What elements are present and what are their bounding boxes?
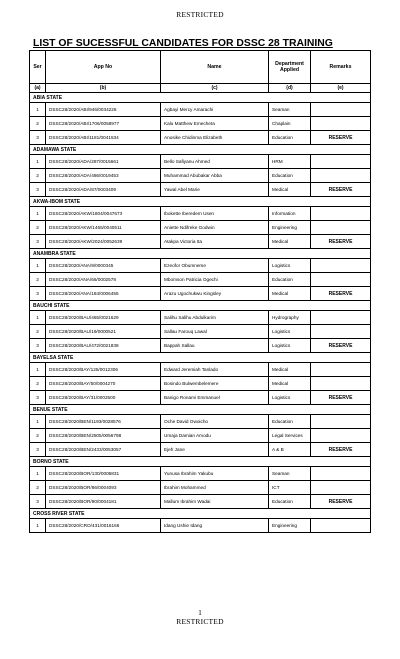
name-cell: Muhammad Abubakar Abba bbox=[161, 169, 269, 183]
name-cell: Anosike Chidinma Elizabeth bbox=[161, 131, 269, 145]
remarks-cell bbox=[311, 377, 371, 391]
state-name: BAUCHI STATE bbox=[30, 301, 371, 311]
name-cell: Yunusa Ibrahim Yakubu bbox=[161, 467, 269, 481]
name-cell: Ibrahim Mohammed bbox=[161, 481, 269, 495]
table-row bbox=[30, 519, 371, 533]
state-group-row bbox=[30, 353, 371, 363]
state-name: ADAMAWA STATE bbox=[30, 145, 371, 155]
table-row bbox=[30, 117, 371, 131]
name-cell: Agbayi Mercy Amarachi bbox=[161, 103, 269, 117]
table-row bbox=[30, 273, 371, 287]
name-cell: Ezeofor Obumneme bbox=[161, 259, 269, 273]
name-cell: Kalu Matthew Emecheta bbox=[161, 117, 269, 131]
app-no-cell: DSSC28/2020/AKW/2024/0052639 bbox=[46, 235, 161, 249]
name-cell: Arazu Ugochukwu Kingsley bbox=[161, 287, 269, 301]
name-cell: Atakpa Victoria Ita bbox=[161, 235, 269, 249]
restricted-marking-bottom: RESTRICTED bbox=[176, 617, 224, 626]
state-name: CROSS RIVER STATE bbox=[30, 509, 371, 519]
app-no-cell: DSSC28/2020/BAU/465/0021629 bbox=[46, 311, 161, 325]
app-no-cell: DSSC28/2020/BAY/50/0004270 bbox=[46, 377, 161, 391]
table-row bbox=[30, 221, 371, 235]
table-row bbox=[30, 183, 371, 197]
header-app-no: App No bbox=[46, 51, 161, 84]
app-no-cell: DSSC28/2020/BAY/31/0002500 bbox=[46, 391, 161, 405]
remarks-cell bbox=[311, 519, 371, 533]
department-cell: Engineering bbox=[269, 221, 311, 235]
app-no-cell: DSSC28/2020/ANA/66/0002578 bbox=[46, 273, 161, 287]
remarks-cell bbox=[311, 117, 371, 131]
ser-cell: 2 bbox=[30, 169, 46, 183]
department-cell: HRM bbox=[269, 155, 311, 169]
table-row bbox=[30, 259, 371, 273]
ser-cell: 3 bbox=[30, 235, 46, 249]
table-row bbox=[30, 363, 371, 377]
state-name: ANAMBRA STATE bbox=[30, 249, 371, 259]
ser-cell: 1 bbox=[30, 311, 46, 325]
department-cell: Medical bbox=[269, 235, 311, 249]
app-no-cell: DSSC28/2020/ADA/87/0003409 bbox=[46, 183, 161, 197]
ser-cell: 2 bbox=[30, 481, 46, 495]
name-cell: Banigo Ronami Emmanuel bbox=[161, 391, 269, 405]
column-letter: (a) bbox=[30, 84, 46, 93]
ser-cell: 3 bbox=[30, 131, 46, 145]
state-name: BORNO STATE bbox=[30, 457, 371, 467]
app-no-cell: DSSC28/2020/ADA/486/0019453 bbox=[46, 169, 161, 183]
ser-cell: 1 bbox=[30, 519, 46, 533]
table-row bbox=[30, 311, 371, 325]
ser-cell: 1 bbox=[30, 415, 46, 429]
state-group-row bbox=[30, 93, 371, 103]
department-cell: A & B bbox=[269, 443, 311, 457]
ser-cell: 1 bbox=[30, 207, 46, 221]
department-cell: Logistics bbox=[269, 339, 311, 353]
state-group-row bbox=[30, 145, 371, 155]
table-row bbox=[30, 415, 371, 429]
remarks-cell: RESERVE bbox=[311, 495, 371, 509]
table-row bbox=[30, 467, 371, 481]
department-cell: Seaman bbox=[269, 103, 311, 117]
name-cell: Yawal Abel Marie bbox=[161, 183, 269, 197]
ser-cell: 3 bbox=[30, 183, 46, 197]
app-no-cell: DSSC28/2020/ANA/9/0000345 bbox=[46, 259, 161, 273]
table-row bbox=[30, 339, 371, 353]
department-cell: Seaman bbox=[269, 467, 311, 481]
app-no-cell: DSSC28/2020/BAY/125/0012306 bbox=[46, 363, 161, 377]
department-cell: Medical bbox=[269, 183, 311, 197]
name-cell: Bosindo Bulwembelemere bbox=[161, 377, 269, 391]
header-department: Department Applied bbox=[269, 51, 311, 84]
app-no-cell: DSSC28/2020/BEN/1193/0028576 bbox=[46, 415, 161, 429]
department-cell: Education bbox=[269, 131, 311, 145]
ser-cell: 1 bbox=[30, 363, 46, 377]
state-group-row bbox=[30, 509, 371, 519]
department-cell: Logistics bbox=[269, 259, 311, 273]
department-cell: Education bbox=[269, 495, 311, 509]
remarks-cell bbox=[311, 415, 371, 429]
department-cell: Medical bbox=[269, 363, 311, 377]
table-row bbox=[30, 155, 371, 169]
name-cell: Ibokette Iberedem Usen bbox=[161, 207, 269, 221]
state-name: BENUE STATE bbox=[30, 405, 371, 415]
department-cell: Education bbox=[269, 415, 311, 429]
ser-cell: 2 bbox=[30, 273, 46, 287]
department-cell: Engineering bbox=[269, 519, 311, 533]
remarks-cell bbox=[311, 155, 371, 169]
ser-cell: 1 bbox=[30, 467, 46, 481]
table-row bbox=[30, 391, 371, 405]
ser-cell: 3 bbox=[30, 287, 46, 301]
state-name: ABIA STATE bbox=[30, 93, 371, 103]
department-cell: Hydrography bbox=[269, 311, 311, 325]
app-no-cell: DSSC28/2020/BOR/130/0005831 bbox=[46, 467, 161, 481]
state-group-row bbox=[30, 405, 371, 415]
remarks-cell bbox=[311, 273, 371, 287]
table-row bbox=[30, 131, 371, 145]
header-name: Name bbox=[161, 51, 269, 84]
remarks-cell bbox=[311, 311, 371, 325]
ser-cell: 3 bbox=[30, 495, 46, 509]
department-cell: Education bbox=[269, 273, 311, 287]
state-name: AKWA-IBOM STATE bbox=[30, 197, 371, 207]
name-cell: Sallau Farouq Lawal bbox=[161, 325, 269, 339]
table-row bbox=[30, 377, 371, 391]
app-no-cell: DSSC28/2020/BOR/86/0004093 bbox=[46, 481, 161, 495]
name-cell: Mallum Ibrahim Wadai bbox=[161, 495, 269, 509]
ser-cell: 3 bbox=[30, 339, 46, 353]
remarks-cell bbox=[311, 467, 371, 481]
department-cell: Logistics bbox=[269, 325, 311, 339]
remarks-cell: RESERVE bbox=[311, 391, 371, 405]
app-no-cell: DSSC28/2020/CRO/431/0016166 bbox=[46, 519, 161, 533]
name-cell: Mbomson Patricia Ogechi bbox=[161, 273, 269, 287]
page-number: 1 bbox=[198, 608, 202, 617]
remarks-cell bbox=[311, 363, 371, 377]
state-group-row bbox=[30, 249, 371, 259]
department-cell: Information bbox=[269, 207, 311, 221]
table-row bbox=[30, 235, 371, 249]
table-row bbox=[30, 103, 371, 117]
table-row bbox=[30, 481, 371, 495]
app-no-cell: DSSC28/2020/ABI/1706/0058977 bbox=[46, 117, 161, 131]
table-row bbox=[30, 169, 371, 183]
state-group-row bbox=[30, 197, 371, 207]
remarks-cell bbox=[311, 481, 371, 495]
table-row bbox=[30, 429, 371, 443]
remarks-cell: RESERVE bbox=[311, 339, 371, 353]
app-no-cell: DSSC28/2020/BAU/19/0000521 bbox=[46, 325, 161, 339]
column-letter-row bbox=[30, 84, 371, 93]
app-no-cell: DSSC28/2020/BOR/90/0004181 bbox=[46, 495, 161, 509]
table-row bbox=[30, 495, 371, 509]
app-no-cell: DSSC28/2020/ADA/287/0015661 bbox=[46, 155, 161, 169]
name-cell: Salihu Salihu Abdulkarim bbox=[161, 311, 269, 325]
department-cell: Logistics bbox=[269, 391, 311, 405]
name-cell: Oche David Owoicho bbox=[161, 415, 269, 429]
remarks-cell: RESERVE bbox=[311, 235, 371, 249]
column-letter: (c) bbox=[161, 84, 269, 93]
remarks-cell bbox=[311, 169, 371, 183]
remarks-cell: RESERVE bbox=[311, 183, 371, 197]
ser-cell: 3 bbox=[30, 391, 46, 405]
app-no-cell: DSSC28/2020/ABI/1181/0041534 bbox=[46, 131, 161, 145]
table-body bbox=[30, 93, 371, 533]
remarks-cell bbox=[311, 103, 371, 117]
ser-cell: 1 bbox=[30, 155, 46, 169]
app-no-cell: DSSC28/2020/BAU/472/0021838 bbox=[46, 339, 161, 353]
ser-cell: 1 bbox=[30, 103, 46, 117]
table-row bbox=[30, 287, 371, 301]
ser-cell: 3 bbox=[30, 443, 46, 457]
table-row bbox=[30, 443, 371, 457]
candidates-table bbox=[29, 50, 371, 533]
state-name: BAYELSA STATE bbox=[30, 353, 371, 363]
ser-cell: 1 bbox=[30, 259, 46, 273]
table-row bbox=[30, 325, 371, 339]
app-no-cell: DSSC28/2020/BEN/2505/0056798 bbox=[46, 429, 161, 443]
column-letter: (e) bbox=[311, 84, 371, 93]
remarks-cell: RESERVE bbox=[311, 131, 371, 145]
department-cell: ICT bbox=[269, 481, 311, 495]
name-cell: Idang Ushie Idang bbox=[161, 519, 269, 533]
app-no-cell: DSSC28/2020/ABI/946/0034226 bbox=[46, 103, 161, 117]
app-no-cell: DSSC28/2020/ANA/184/0006455 bbox=[46, 287, 161, 301]
ser-cell: 2 bbox=[30, 377, 46, 391]
column-letter: (d) bbox=[269, 84, 311, 93]
department-cell: Medical bbox=[269, 287, 311, 301]
remarks-cell: RESERVE bbox=[311, 287, 371, 301]
ser-cell: 2 bbox=[30, 429, 46, 443]
remarks-cell bbox=[311, 207, 371, 221]
department-cell: Legal Services bbox=[269, 429, 311, 443]
remarks-cell: RESERVE bbox=[311, 443, 371, 457]
column-letter: (b) bbox=[46, 84, 161, 93]
header-remarks: Remarks bbox=[311, 51, 371, 84]
table-row bbox=[30, 207, 371, 221]
remarks-cell bbox=[311, 325, 371, 339]
name-cell: Aniette Ndifreke Godwin bbox=[161, 221, 269, 235]
remarks-cell bbox=[311, 429, 371, 443]
ser-cell: 2 bbox=[30, 221, 46, 235]
state-group-row bbox=[30, 301, 371, 311]
name-cell: Edward Jeremiah Tanlado bbox=[161, 363, 269, 377]
ser-cell: 2 bbox=[30, 117, 46, 131]
remarks-cell bbox=[311, 259, 371, 273]
table-header-row bbox=[30, 51, 371, 84]
name-cell: Ejeh Jane bbox=[161, 443, 269, 457]
app-no-cell: DSSC28/2020/BEN/2433/0053057 bbox=[46, 443, 161, 457]
name-cell: Bappah Sallau bbox=[161, 339, 269, 353]
state-group-row bbox=[30, 457, 371, 467]
restricted-marking-top: RESTRICTED bbox=[176, 10, 224, 19]
name-cell: Umaja Damian Amodu bbox=[161, 429, 269, 443]
remarks-cell bbox=[311, 221, 371, 235]
ser-cell: 2 bbox=[30, 325, 46, 339]
app-no-cell: DSSC28/2020/AKW/1465/0040511 bbox=[46, 221, 161, 235]
name-cell: Bello Safiyanu Ahmed bbox=[161, 155, 269, 169]
header-ser: Ser bbox=[30, 51, 46, 84]
document-title: LIST OF SUCESSFUL CANDIDATES FOR DSSC 28 TRAINING bbox=[33, 38, 333, 49]
department-cell: Medical bbox=[269, 377, 311, 391]
department-cell: Education bbox=[269, 169, 311, 183]
app-no-cell: DSSC28/2020/AKW/1804/0047673 bbox=[46, 207, 161, 221]
department-cell: Chaplain bbox=[269, 117, 311, 131]
